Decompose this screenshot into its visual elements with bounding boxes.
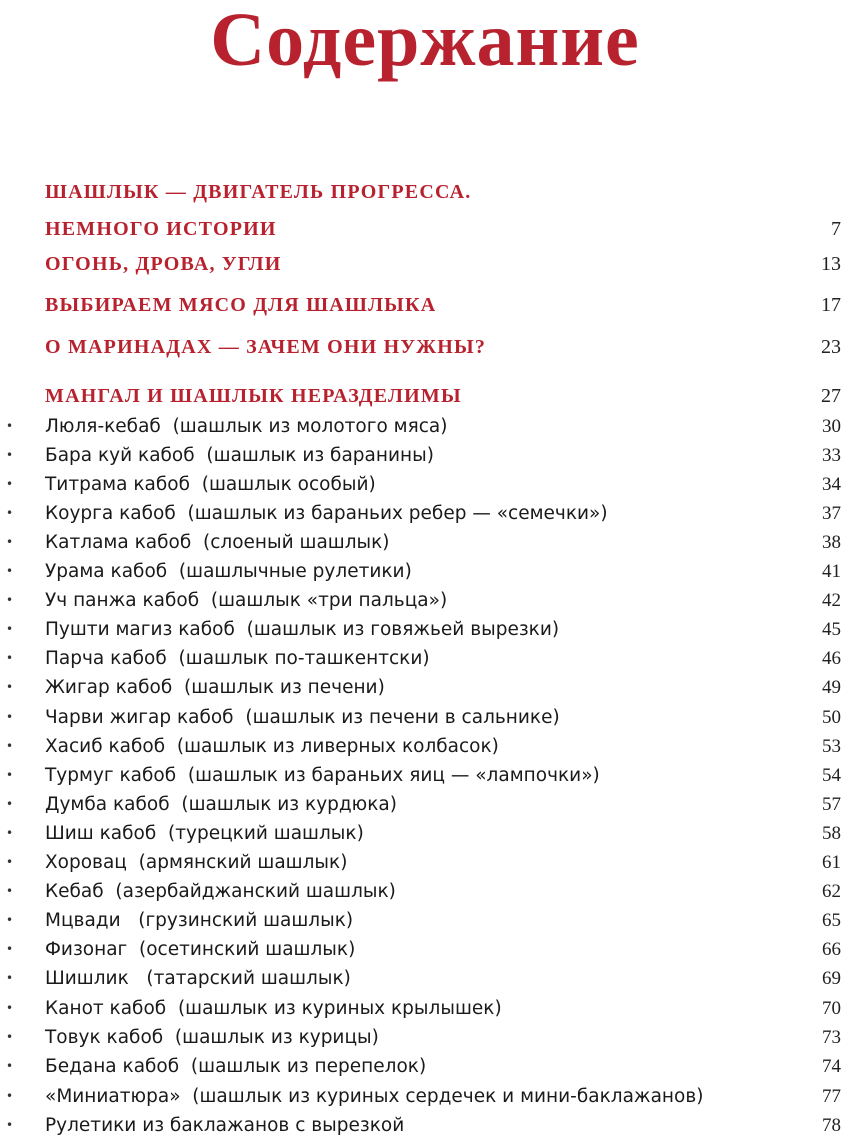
toc-page-number: 17 (821, 294, 841, 316)
toc-entry[interactable] (0, 644, 841, 673)
toc-page-number: 53 (822, 736, 841, 757)
bullet-icon: • (6, 1089, 14, 1103)
bullet-icon: • (6, 913, 14, 927)
toc-entry-title: Бара куй кабоб (шашлык из баранины) (45, 445, 434, 466)
toc-entry-title: Товук кабоб (шашлык из курицы) (45, 1027, 379, 1048)
toc-entry[interactable] (0, 819, 841, 848)
bullet-icon: • (6, 797, 14, 811)
toc-entry[interactable] (0, 703, 841, 732)
bullet-icon: • (6, 419, 14, 433)
toc-entry[interactable] (0, 848, 841, 877)
toc-entry-title: Рулетики из баклажанов с вырезкой (45, 1115, 405, 1136)
toc-entry-title: Шиш кабоб (турецкий шашлык) (45, 823, 364, 844)
toc-page-number: 42 (822, 590, 841, 611)
toc-entry-title: Люля-кебаб (шашлык из молотого мяса) (45, 416, 448, 437)
bullet-icon: • (6, 564, 14, 578)
toc-entry[interactable] (0, 528, 841, 557)
toc-entry[interactable] (0, 935, 841, 964)
toc-section-title-line-text: МАНГАЛ И ШАШЛЫК НЕРАЗДЕЛИМЫ (45, 385, 462, 407)
toc-page-number: 7 (831, 218, 841, 240)
bullet-icon: • (6, 1001, 14, 1015)
toc-entry-title: Жигар кабоб (шашлык из печени) (45, 677, 385, 698)
toc-page-number: 54 (822, 765, 841, 786)
bullet-icon: • (6, 739, 14, 753)
bullet-icon: • (6, 884, 14, 898)
toc-section[interactable] (45, 246, 841, 283)
toc-entry[interactable] (0, 732, 841, 761)
toc-entry-title: Канот кабоб (шашлык из куриных крылышек) (45, 998, 502, 1019)
toc-section-title-line (45, 211, 841, 248)
toc-entry-title: Кебаб (азербайджанский шашлык) (45, 881, 396, 902)
toc-entry-title: Пушти магиз кабоб (шашлык из говяжьей вырезки) (45, 619, 560, 640)
toc-section-title-line-text: НЕМНОГО ИСТОРИИ (45, 218, 277, 240)
toc-entry[interactable] (0, 1052, 841, 1081)
bullet-icon: • (6, 855, 14, 869)
bullet-icon: • (6, 826, 14, 840)
toc-entry[interactable] (0, 964, 841, 993)
toc-entry-title: Урама кабоб (шашлычные рулетики) (45, 561, 412, 582)
toc-entry[interactable] (0, 499, 841, 528)
bullet-icon: • (6, 1118, 14, 1132)
toc-section-title-line: ШАШЛЫК — ДВИГАТЕЛЬ ПРОГРЕССА. (45, 181, 472, 203)
toc-page-number: 23 (821, 336, 841, 358)
toc-entry-title: Титрама кабоб (шашлык особый) (45, 474, 376, 495)
bullet-icon: • (6, 651, 14, 665)
bullet-icon: • (6, 680, 14, 694)
toc-entry-title: Чарви жигар кабоб (шашлык из печени в сальнике) (45, 707, 560, 728)
toc-entry[interactable] (0, 586, 841, 615)
toc-page-number: 34 (822, 474, 841, 495)
toc-page-number: 33 (822, 445, 841, 466)
bullet-icon: • (6, 710, 14, 724)
bullet-icon: • (6, 768, 14, 782)
toc-entry-title: Думба кабоб (шашлык из курдюка) (45, 794, 397, 815)
toc-entry[interactable] (0, 615, 841, 644)
toc-page-number: 30 (822, 416, 841, 437)
toc-entry-title: Парча кабоб (шашлык по-ташкентски) (45, 648, 430, 669)
toc-page-number: 73 (822, 1027, 841, 1048)
toc-section-title-line-text: ВЫБИРАЕМ МЯСО ДЛЯ ШАШЛЫКА (45, 294, 437, 316)
toc-page-number: 46 (822, 648, 841, 669)
toc-entry-title: Катлама кабоб (слоеный шашлык) (45, 532, 390, 553)
toc-page-number: 41 (822, 561, 841, 582)
toc-page-number: 58 (822, 823, 841, 844)
toc-page-number: 69 (822, 968, 841, 989)
bullet-icon: • (6, 448, 14, 462)
toc-entry[interactable] (0, 1023, 841, 1052)
toc-page-number: 27 (821, 385, 841, 407)
toc-section[interactable] (45, 329, 841, 366)
bullet-icon: • (6, 477, 14, 491)
toc-page-number: 38 (822, 532, 841, 553)
toc-entry-title: Хоровац (армянский шашлык) (45, 852, 348, 873)
toc-page-number: 49 (822, 677, 841, 698)
toc-entry-title: Коурга кабоб (шашлык из бараньих ребер — «семечки») (45, 503, 608, 524)
toc-page-number: 74 (822, 1056, 841, 1077)
toc-section-title-line (45, 378, 841, 415)
toc-page-number: 78 (822, 1115, 841, 1136)
toc-section[interactable] (45, 174, 841, 248)
toc-page-number: 65 (822, 910, 841, 931)
toc-entry-title: Физонаг (осетинский шашлык) (45, 939, 356, 960)
toc-entry[interactable] (0, 877, 841, 906)
bullet-icon: • (6, 971, 14, 985)
bullet-icon: • (6, 1030, 14, 1044)
toc-entry[interactable] (0, 412, 841, 441)
toc-entry[interactable] (0, 470, 841, 499)
toc-entry-title: Турмуг кабоб (шашлык из бараньих яиц — «лампочки») (45, 765, 600, 786)
toc-entry[interactable] (0, 441, 841, 470)
toc-page-number: 50 (822, 707, 841, 728)
toc-entry[interactable] (0, 1082, 841, 1111)
toc-entry-title: Уч панжа кабоб (шашлык «три пальца») (45, 590, 448, 611)
bullet-icon: • (6, 506, 14, 520)
toc-entry-title: Бедана кабоб (шашлык из перепелок) (45, 1056, 427, 1077)
toc-page-number: 61 (822, 852, 841, 873)
toc-page-number: 66 (822, 939, 841, 960)
toc-page-number: 57 (822, 794, 841, 815)
bullet-icon: • (6, 622, 14, 636)
toc-entry[interactable] (0, 906, 841, 935)
toc-page-number: 37 (822, 503, 841, 524)
toc-page-number: 62 (822, 881, 841, 902)
page-title: Содержание (210, 0, 640, 82)
bullet-icon: • (6, 593, 14, 607)
toc-section[interactable] (45, 287, 841, 324)
bullet-icon: • (6, 535, 14, 549)
toc-entry-title: Хасиб кабоб (шашлык из ливерных колбасок) (45, 736, 499, 757)
bullet-icon: • (6, 1059, 14, 1073)
toc-page-number: 70 (822, 998, 841, 1019)
toc-entry[interactable] (0, 1111, 841, 1140)
toc-section[interactable] (45, 378, 841, 415)
toc-entry[interactable] (0, 790, 841, 819)
toc-entry-title: Шишлик (татарский шашлык) (45, 968, 351, 989)
toc-entry-title: Мцвади (грузинский шашлык) (45, 910, 354, 931)
toc-entry-title: «Миниатюра» (шашлык из куриных сердечек и мини-баклажанов) (45, 1086, 704, 1107)
toc-entry[interactable] (0, 673, 841, 702)
toc-entry[interactable] (0, 761, 841, 790)
toc-section-title-line (45, 287, 841, 324)
toc-section-title-line (45, 329, 841, 366)
toc-page-number: 45 (822, 619, 841, 640)
toc-page-number: 13 (821, 253, 841, 275)
toc-page-number: 77 (822, 1086, 841, 1107)
toc-entry[interactable] (0, 557, 841, 586)
toc-section-title-line (45, 246, 841, 283)
toc-section-title-line-text: О МАРИНАДАХ — ЗАЧЕМ ОНИ НУЖНЫ? (45, 336, 487, 358)
toc-section-title-line-text: ОГОНЬ, ДРОВА, УГЛИ (45, 253, 282, 275)
bullet-icon: • (6, 942, 14, 956)
toc-entry[interactable] (0, 994, 841, 1023)
